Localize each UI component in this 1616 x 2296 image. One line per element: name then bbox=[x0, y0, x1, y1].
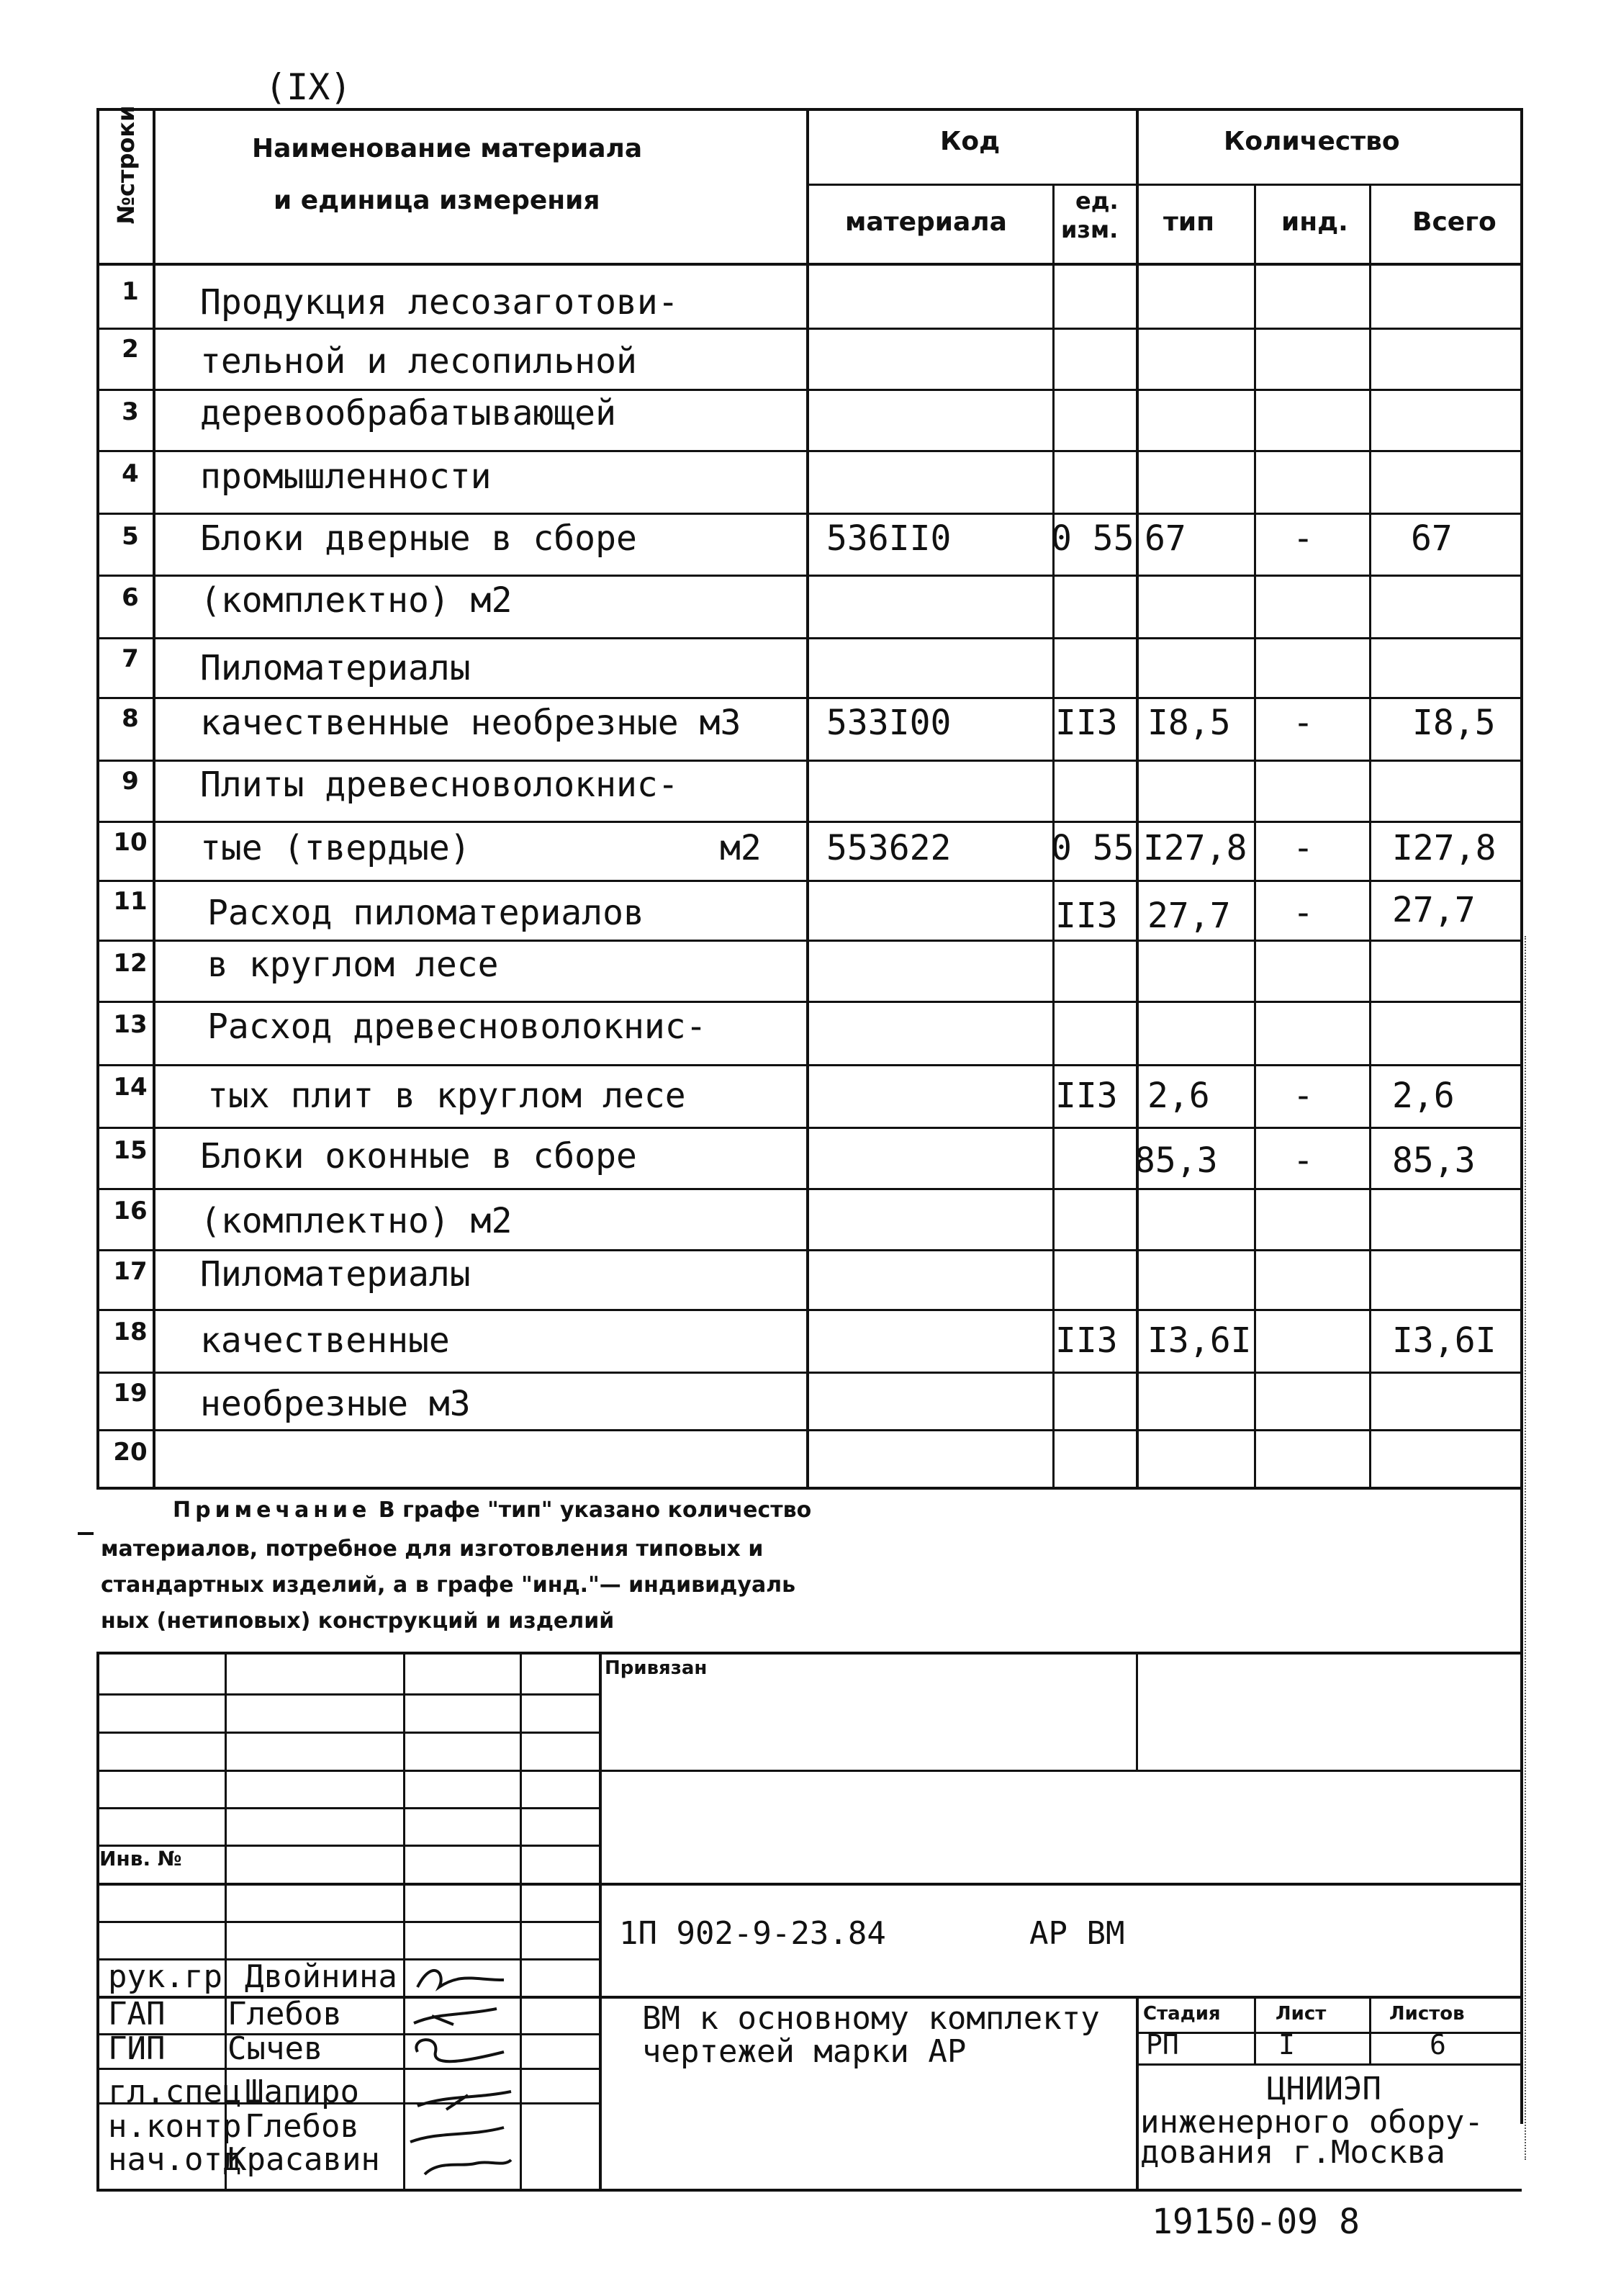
unit-code: II3 bbox=[1055, 1320, 1118, 1361]
qty-ind: - bbox=[1293, 828, 1314, 868]
qty-type: I3,6I bbox=[1147, 1320, 1252, 1361]
header-type: тип bbox=[1163, 207, 1214, 237]
material-name: Пиломатериалы bbox=[200, 1254, 471, 1295]
material-name: Пиломатериалы bbox=[200, 648, 471, 688]
signature-role: нач.отд bbox=[108, 2141, 242, 2178]
row-number: 12 bbox=[113, 949, 148, 978]
row-number: 13 bbox=[113, 1010, 148, 1039]
unit-code: 0 55 bbox=[1051, 518, 1134, 559]
row-number: 20 bbox=[113, 1438, 148, 1467]
footer-number: 19150-09 8 bbox=[1152, 2202, 1360, 2242]
row-number: 18 bbox=[113, 1318, 148, 1346]
unit-code: II3 bbox=[1055, 896, 1118, 936]
row-number: 3 bbox=[122, 397, 139, 426]
signature-role: н.контр bbox=[108, 2108, 242, 2145]
signature-role: ГИП bbox=[108, 2030, 166, 2067]
drawing-mark: АР ВМ bbox=[1029, 1915, 1125, 1952]
document-code: 1П 902-9-23.84 bbox=[619, 1915, 886, 1952]
note-line2: материалов, потребное для изготовления типовых и bbox=[101, 1536, 764, 1562]
material-name: Продукция лесозаготови- bbox=[200, 282, 679, 323]
row-number: 19 bbox=[113, 1379, 148, 1408]
qty-type: 67 bbox=[1145, 518, 1186, 559]
qty-total: 67 bbox=[1411, 518, 1453, 559]
sheet-label: Лист bbox=[1276, 2003, 1327, 2025]
material-name: качественные необрезные м3 bbox=[200, 703, 741, 743]
qty-total: 27,7 bbox=[1392, 890, 1476, 930]
signature-role: ГАП bbox=[108, 1996, 166, 2032]
qty-ind: - bbox=[1293, 1076, 1314, 1116]
signature-name: Глебов bbox=[245, 2108, 359, 2145]
header-unit-line2: изм. bbox=[1061, 216, 1119, 243]
material-name: (комплектно) м2 bbox=[200, 580, 513, 621]
qty-ind: - bbox=[1293, 703, 1314, 743]
header-name-line2: и единица измерения bbox=[274, 186, 600, 215]
row-number: 1 bbox=[122, 277, 139, 306]
row-number: 8 bbox=[122, 704, 139, 733]
signature-name: Сычев bbox=[227, 2030, 323, 2067]
qty-total: 85,3 bbox=[1392, 1140, 1476, 1181]
signature-role: рук.гр bbox=[108, 1958, 222, 1995]
qty-type: 2,6 bbox=[1147, 1076, 1210, 1116]
note-line3: стандартных изделий, а в графе "инд."— индивидуаль bbox=[101, 1572, 796, 1598]
material-name: (комплектно) м2 bbox=[200, 1201, 513, 1241]
unit-code: 0 55 bbox=[1051, 828, 1134, 868]
sheet-value: I bbox=[1278, 2029, 1295, 2061]
header-name-line1: Наименование материала bbox=[252, 134, 643, 163]
material-name: тых плит в круглом лесе bbox=[207, 1076, 686, 1116]
row-number: 11 bbox=[113, 887, 148, 916]
material-code: 553622 bbox=[826, 828, 952, 868]
material-name: Блоки оконные в сборе bbox=[200, 1136, 637, 1176]
note-line4: ных (нетиповых) конструкций и изделий bbox=[101, 1608, 615, 1634]
material-name: тельной и лесопильной bbox=[200, 341, 637, 382]
unit-code: II3 bbox=[1055, 703, 1118, 743]
row-number: 14 bbox=[113, 1073, 148, 1102]
row-number: 10 bbox=[113, 828, 148, 857]
material-code: 536II0 bbox=[826, 518, 952, 559]
inventory-number-label: Инв. № bbox=[99, 1847, 182, 1870]
unit-code: II3 bbox=[1055, 1076, 1118, 1116]
sheets-label: Листов bbox=[1389, 2003, 1465, 2025]
qty-ind: - bbox=[1293, 518, 1314, 559]
sheets-value: 6 bbox=[1430, 2029, 1446, 2061]
sheet-marker: (IX) bbox=[265, 66, 352, 108]
material-name: Расход пиломатериалов bbox=[207, 893, 644, 933]
stage-label: Стадия bbox=[1143, 2003, 1221, 2025]
row-number: 9 bbox=[122, 767, 139, 796]
qty-type: 85,3 bbox=[1134, 1140, 1218, 1181]
qty-type: 27,7 bbox=[1147, 896, 1231, 936]
signature-name: Двойнина bbox=[245, 1958, 397, 1995]
description-line1: ВМ к основному комплекту bbox=[642, 2000, 1100, 2037]
qty-type: I27,8 bbox=[1143, 828, 1247, 868]
stage-value: РП bbox=[1146, 2029, 1179, 2061]
row-number: 4 bbox=[122, 459, 139, 488]
header-unit-line1: ед. bbox=[1075, 187, 1119, 215]
note-line1: В графе "тип" указано количество bbox=[378, 1498, 812, 1523]
signature-scribble bbox=[403, 1944, 525, 2182]
qty-total: I27,8 bbox=[1392, 828, 1497, 868]
qty-total: I8,5 bbox=[1412, 703, 1496, 743]
material-name: в круглом лесе bbox=[207, 945, 499, 985]
qty-total: 2,6 bbox=[1392, 1076, 1455, 1116]
header-row-no: №строки bbox=[112, 105, 140, 225]
material-name: качественные bbox=[200, 1320, 450, 1361]
header-material: материала bbox=[845, 207, 1007, 237]
note-lead: Примечание bbox=[173, 1498, 371, 1523]
material-name: тые (твердые) bbox=[200, 828, 471, 868]
row-number: 5 bbox=[122, 522, 139, 551]
row-number: 6 bbox=[122, 583, 139, 612]
material-name: промышленности bbox=[200, 456, 492, 497]
signature-role: гл.спец bbox=[108, 2074, 242, 2110]
material-code: 533I00 bbox=[826, 703, 952, 743]
qty-ind: - bbox=[1293, 893, 1314, 933]
row-number: 7 bbox=[122, 644, 139, 673]
header-total: Всего bbox=[1412, 207, 1497, 237]
row-number: 16 bbox=[113, 1197, 148, 1225]
organization-line2: инженерного обору- bbox=[1140, 2104, 1484, 2140]
header-code: Код bbox=[940, 127, 1001, 156]
qty-total: I3,6I bbox=[1392, 1320, 1497, 1361]
header-ind: инд. bbox=[1281, 207, 1348, 237]
header-quantity: Количество bbox=[1224, 127, 1400, 156]
row-number: 2 bbox=[122, 335, 139, 364]
row-number: 17 bbox=[113, 1257, 148, 1286]
qty-ind: - bbox=[1293, 1140, 1314, 1181]
organization-line1: ЦНИИЭП bbox=[1267, 2071, 1381, 2107]
material-name: деревообрабатывающей bbox=[200, 393, 616, 433]
qty-type: I8,5 bbox=[1147, 703, 1231, 743]
signature-name: Красавин bbox=[227, 2141, 380, 2178]
material-name: необрезные м3 bbox=[200, 1384, 471, 1424]
attached-label: Привязан bbox=[605, 1657, 708, 1679]
signature-name: Глебов bbox=[227, 1996, 342, 2032]
description-line2: чертежей марки АР bbox=[642, 2033, 967, 2070]
material-name: Блоки дверные в сборе bbox=[200, 518, 637, 559]
row-number: 15 bbox=[113, 1136, 148, 1165]
organization-line3: дования г.Москва bbox=[1140, 2134, 1445, 2171]
signature-name: Шапиро bbox=[245, 2074, 359, 2110]
material-name-unit: м2 bbox=[720, 828, 762, 868]
material-name: Расход древесноволокнис- bbox=[207, 1007, 707, 1047]
material-name: Плиты древесноволокнис- bbox=[200, 765, 679, 805]
